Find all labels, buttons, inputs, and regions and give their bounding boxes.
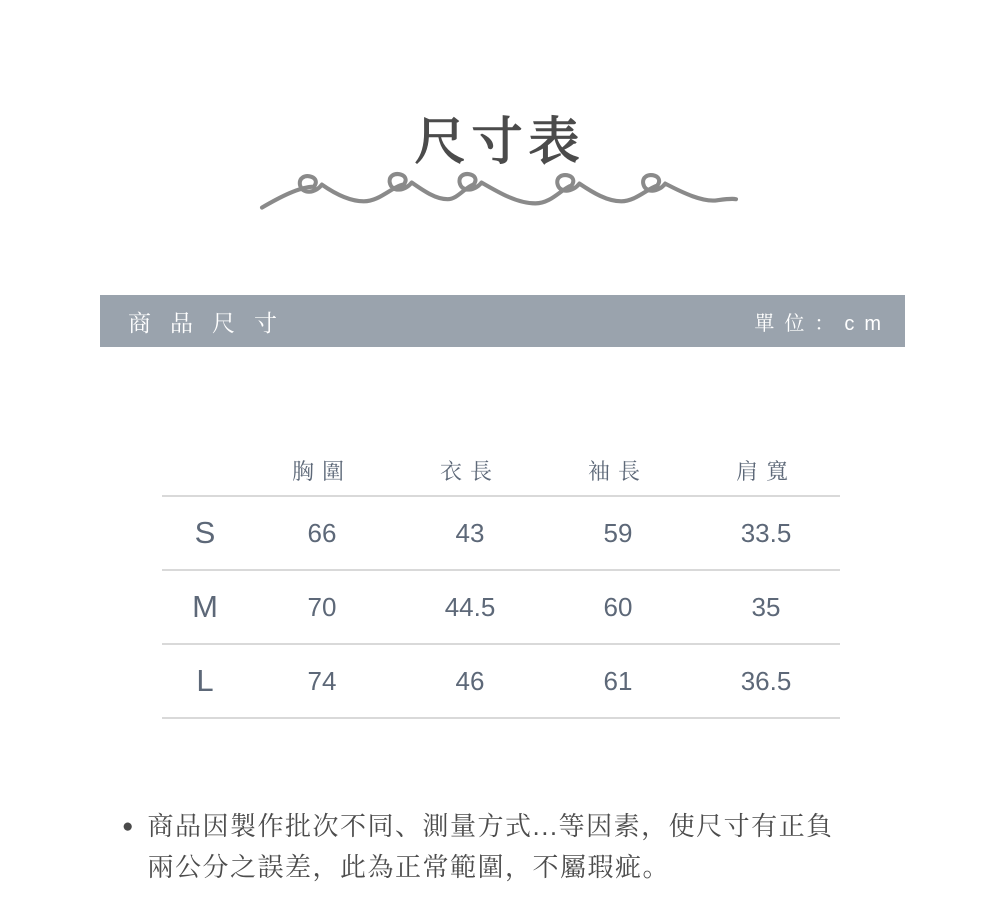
cell-length: 46 [396,644,544,718]
cell-sleeve: 59 [544,496,692,570]
cell-chest: 74 [248,644,396,718]
size-label: L [162,644,248,718]
table-header-length: 衣長 [396,446,544,496]
cell-shoulder: 36.5 [692,644,840,718]
cell-chest: 66 [248,496,396,570]
table-row [162,644,840,718]
size-label: M [162,570,248,644]
cell-length: 43 [396,496,544,570]
cell-shoulder: 33.5 [692,496,840,570]
table-header-size [162,446,248,496]
banner-section-title: 商品尺寸 [128,309,296,336]
section-banner [100,295,905,347]
size-table [162,446,840,719]
cell-length: 44.5 [396,570,544,644]
disclaimer-note [122,806,834,888]
table-row [162,570,840,644]
cell-sleeve: 61 [544,644,692,718]
page-title: 尺寸表 [414,113,586,170]
cell-chest: 70 [248,570,396,644]
table-header-sleeve: 袖長 [544,446,692,496]
cell-shoulder: 35 [692,570,840,644]
table-header-shoulder: 肩寬 [692,446,840,496]
banner-unit-label: 單位：cm [754,312,891,335]
table-header-chest: 胸圍 [248,446,396,496]
bullet-icon: ● [122,816,134,837]
disclaimer-line-2: 兩公分之誤差，此為正常範圍，不屬瑕疵。 [147,852,670,882]
disclaimer-line-1: 商品因製作批次不同、測量方式...等因素，使尺寸有正負 [147,811,834,841]
size-label: S [162,496,248,570]
cell-sleeve: 60 [544,570,692,644]
table-row [162,496,840,570]
table-header-row [162,446,840,496]
squiggle-divider-icon [256,170,740,218]
disclaimer-text [147,806,833,888]
